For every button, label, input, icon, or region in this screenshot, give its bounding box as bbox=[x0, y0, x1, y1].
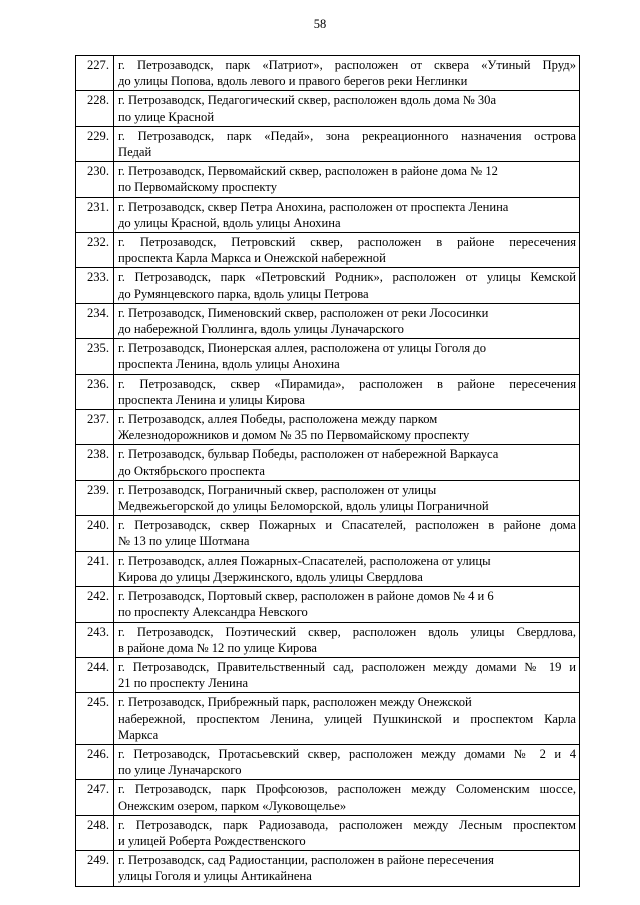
table-row bbox=[76, 551, 580, 586]
row-description bbox=[114, 445, 580, 480]
row-number: 228. bbox=[76, 91, 114, 126]
description-line: г. Петрозаводск, Пименовский сквер, расположен от реки Лососинки bbox=[118, 305, 489, 320]
table-row bbox=[76, 233, 580, 268]
row-number: 248. bbox=[76, 815, 114, 850]
description-line: г. Петрозаводск, Правительственный сад, расположен между домами № 19 и bbox=[118, 659, 576, 674]
description-line: набережной, проспектом Ленина, улицей Пушкинской и проспектом Карла bbox=[118, 711, 576, 726]
row-description bbox=[114, 657, 580, 692]
row-number: 235. bbox=[76, 339, 114, 374]
row-number: 229. bbox=[76, 126, 114, 161]
description-line: 21 по проспекту Ленина bbox=[118, 676, 249, 691]
row-number: 230. bbox=[76, 162, 114, 197]
table-row bbox=[76, 91, 580, 126]
registry-table-body bbox=[76, 56, 580, 887]
description-line: в районе дома № 12 по улице Кирова bbox=[118, 640, 318, 655]
row-number: 242. bbox=[76, 587, 114, 622]
table-row bbox=[76, 339, 580, 374]
table-row bbox=[76, 780, 580, 815]
row-number: 244. bbox=[76, 657, 114, 692]
page-number: 58 bbox=[313, 17, 327, 31]
description-line: г. Петрозаводск, парк Радиозавода, расположен между Лесным проспектом bbox=[118, 817, 576, 832]
row-number: 243. bbox=[76, 622, 114, 657]
row-description bbox=[114, 815, 580, 850]
description-line: Медвежьегорской до улицы Беломорской, вдоль улицы Пограничной bbox=[118, 499, 489, 514]
description-line: Железнодорожников и домом № 35 по Первомайскому проспекту bbox=[118, 428, 470, 443]
description-line: г. Петрозаводск, аллея Победы, расположена между парком bbox=[118, 412, 438, 427]
row-description bbox=[114, 693, 580, 745]
registry-table bbox=[75, 55, 580, 887]
table-row bbox=[76, 126, 580, 161]
description-line: г. Петрозаводск, Портовый сквер, расположен в районе домов № 4 и 6 bbox=[118, 589, 494, 604]
description-line: г. Петрозаводск, аллея Пожарных-Спасателей, расположена от улицы bbox=[118, 553, 491, 568]
row-number: 234. bbox=[76, 303, 114, 338]
row-description bbox=[114, 56, 580, 91]
table-row bbox=[76, 622, 580, 657]
description-line: проспекта Ленина и улицы Кирова bbox=[118, 392, 306, 407]
row-number: 238. bbox=[76, 445, 114, 480]
row-number: 249. bbox=[76, 851, 114, 886]
row-description bbox=[114, 410, 580, 445]
row-description bbox=[114, 780, 580, 815]
description-line: Педай bbox=[118, 145, 152, 160]
row-description bbox=[114, 851, 580, 886]
row-number: 239. bbox=[76, 480, 114, 515]
table-row bbox=[76, 693, 580, 745]
table-row bbox=[76, 56, 580, 91]
description-line: Кирова до улицы Дзержинского, вдоль улицы Свердлова bbox=[118, 569, 423, 584]
table-row bbox=[76, 445, 580, 480]
description-line: до набережной Гюллинга, вдоль улицы Луначарского bbox=[118, 322, 404, 337]
table-row bbox=[76, 815, 580, 850]
table-row bbox=[76, 587, 580, 622]
description-line: г. Петрозаводск, сад Радиостанции, расположен в районе пересечения bbox=[118, 853, 494, 868]
description-line: г. Петрозаводск, Педагогический сквер, расположен вдоль дома № 30а bbox=[118, 93, 497, 108]
description-line: и улицей Роберта Рождественского bbox=[118, 833, 306, 848]
table-row bbox=[76, 303, 580, 338]
description-line: до улицы Красной, вдоль улицы Анохина bbox=[118, 215, 341, 230]
row-description bbox=[114, 91, 580, 126]
description-line: по проспекту Александра Невского bbox=[118, 605, 308, 620]
row-description bbox=[114, 268, 580, 303]
row-number: 245. bbox=[76, 693, 114, 745]
table-row bbox=[76, 657, 580, 692]
description-line: до Октябрьского проспекта bbox=[118, 463, 265, 478]
table-row bbox=[76, 197, 580, 232]
row-number: 227. bbox=[76, 56, 114, 91]
description-line: г. Петрозаводск, Петровский сквер, расположен в районе пересечения bbox=[118, 235, 576, 250]
row-description bbox=[114, 480, 580, 515]
table-row bbox=[76, 162, 580, 197]
row-number: 233. bbox=[76, 268, 114, 303]
description-line: г. Петрозаводск, сквер Петра Анохина, расположен от проспекта Ленина bbox=[118, 199, 509, 214]
description-line: г. Петрозаводск, парк «Педай», зона рекреационного назначения острова bbox=[118, 128, 576, 143]
row-description bbox=[114, 233, 580, 268]
table-row bbox=[76, 480, 580, 515]
description-line: до Румянцевского парка, вдоль улицы Петрова bbox=[118, 286, 369, 301]
row-description bbox=[114, 744, 580, 779]
description-line: № 13 по улице Шотмана bbox=[118, 534, 250, 549]
row-number: 241. bbox=[76, 551, 114, 586]
description-line: г. Петрозаводск, парк «Петровский Родник», расположен от улицы Кемской bbox=[118, 270, 576, 285]
description-line: г. Петрозаводск, сквер «Пирамида», расположен в районе пересечения bbox=[118, 376, 576, 391]
table-row bbox=[76, 410, 580, 445]
row-number: 246. bbox=[76, 744, 114, 779]
description-line: г. Петрозаводск, Протасьевский сквер, расположен между домами № 2 и 4 bbox=[118, 746, 576, 761]
row-number: 240. bbox=[76, 516, 114, 551]
description-line: до улицы Попова, вдоль левого и правого берегов реки Неглинки bbox=[118, 74, 468, 89]
description-line: Маркса bbox=[118, 727, 159, 742]
description-line: г. Петрозаводск, парк «Патриот», расположен от сквера «Утиный Пруд» bbox=[118, 58, 576, 72]
description-line: Онежским озером, парком «Луковощелье» bbox=[118, 798, 347, 813]
description-line: проспекта Ленина, вдоль улицы Анохина bbox=[118, 357, 340, 372]
table-row bbox=[76, 268, 580, 303]
description-line: г. Петрозаводск, парк Профсоюзов, расположен между Соломенским шоссе, bbox=[118, 782, 576, 797]
description-line: по улице Луначарского bbox=[118, 763, 242, 778]
row-description bbox=[114, 622, 580, 657]
description-line: г. Петрозаводск, Пионерская аллея, расположена от улицы Гоголя до bbox=[118, 341, 487, 356]
row-number: 232. bbox=[76, 233, 114, 268]
table-row bbox=[76, 374, 580, 409]
table-row bbox=[76, 744, 580, 779]
row-number: 231. bbox=[76, 197, 114, 232]
row-description bbox=[114, 126, 580, 161]
row-description bbox=[114, 162, 580, 197]
description-line: г. Петрозаводск, Пограничный сквер, расположен от улицы bbox=[118, 482, 437, 497]
row-description bbox=[114, 516, 580, 551]
description-line: г. Петрозаводск, Прибрежный парк, расположен между Онежской bbox=[118, 695, 472, 710]
row-description bbox=[114, 374, 580, 409]
description-line: г. Петрозаводск, Первомайский сквер, расположен в районе дома № 12 bbox=[118, 164, 498, 179]
row-description bbox=[114, 197, 580, 232]
description-line: улицы Гоголя и улицы Антикайнена bbox=[118, 869, 312, 884]
row-number: 247. bbox=[76, 780, 114, 815]
description-line: г. Петрозаводск, Поэтический сквер, расположен вдоль улицы Свердлова, bbox=[118, 624, 576, 639]
table-row bbox=[76, 516, 580, 551]
description-line: проспекта Карла Маркса и Онежской набережной bbox=[118, 251, 386, 266]
table-row bbox=[76, 851, 580, 886]
row-description bbox=[114, 587, 580, 622]
row-number: 236. bbox=[76, 374, 114, 409]
row-description bbox=[114, 339, 580, 374]
description-line: г. Петрозаводск, бульвар Победы, расположен от набережной Варкауса bbox=[118, 447, 499, 462]
description-line: г. Петрозаводск, сквер Пожарных и Спасателей, расположен в районе дома bbox=[118, 518, 576, 533]
row-number: 237. bbox=[76, 410, 114, 445]
description-line: по Первомайскому проспекту bbox=[118, 180, 277, 195]
row-description bbox=[114, 303, 580, 338]
row-description bbox=[114, 551, 580, 586]
description-line: по улице Красной bbox=[118, 109, 215, 124]
